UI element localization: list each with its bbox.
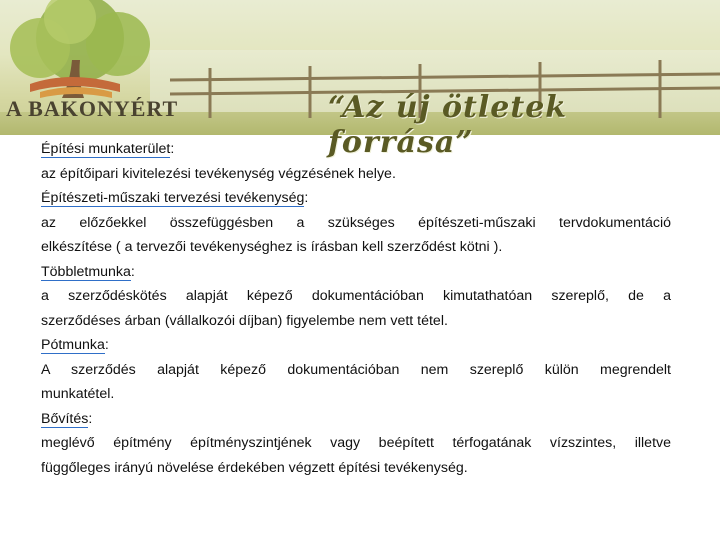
term-description: A szerződés alapját képező dokumentációban nem szereplő külön megrendelt xyxy=(41,361,671,378)
term-heading: Építészeti-műszaki tervezési tevékenység: xyxy=(41,190,309,206)
term-label[interactable]: Bővítés xyxy=(41,410,89,427)
term-heading: Bővítés: xyxy=(41,410,93,427)
term-label[interactable]: Pótmunka xyxy=(41,337,105,353)
organization-logo-text: A BAKONYÉRT xyxy=(6,96,179,121)
definitions-list xyxy=(41,137,671,480)
term-description: a szerződéskötés alapját képező dokumentációban kimutathatóan szereplő, de a xyxy=(41,288,671,304)
term-description: függőleges irányú növelése érdekében végzett építési tevékenység. xyxy=(41,459,468,476)
slogan-title: “Az új ötletek forrása” xyxy=(328,90,568,160)
term-label[interactable]: Többletmunka xyxy=(41,263,131,280)
term-label[interactable]: Építészeti-műszaki tervezési tevékenység xyxy=(41,190,305,206)
tree-logo-image xyxy=(0,0,190,110)
term-description: az építőipari kivitelezési tevékenység végzésének helye. xyxy=(41,165,396,182)
term-label[interactable]: Építési munkaterület xyxy=(41,141,171,157)
term-description: munkatétel. xyxy=(41,386,115,402)
term-description: szerződéses árban (vállalkozói díjban) figyelembe nem vett tétel. xyxy=(41,312,448,329)
term-heading: Többletmunka: xyxy=(41,263,135,280)
term-heading: Pótmunka: xyxy=(41,337,109,353)
term-description: meglévő építmény építményszintjének vagy beépített térfogatának vízszintes, illetve xyxy=(41,435,671,451)
term-description: az előzőekkel összefüggésben a szükséges építészeti-műszaki tervdokumentáció xyxy=(41,214,671,231)
term-description: elkészítése ( a tervezői tevékenységhez is írásban kell szerződést kötni ). xyxy=(41,239,503,255)
term-heading: Építési munkaterület: xyxy=(41,141,175,157)
